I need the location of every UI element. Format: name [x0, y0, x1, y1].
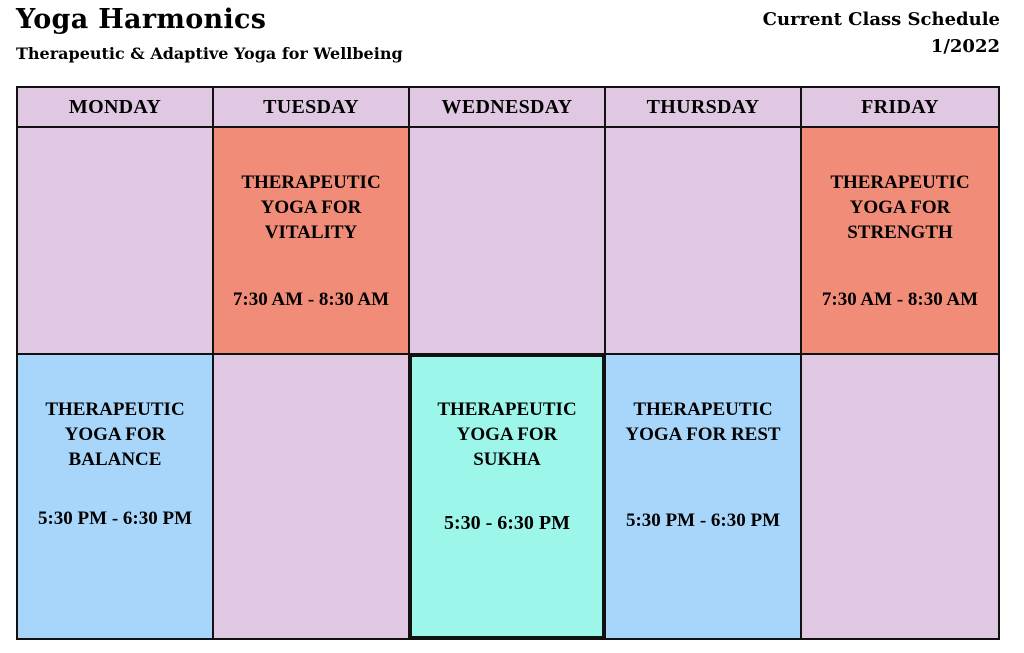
brand-subtitle: Therapeutic & Adaptive Yoga for Wellbeing — [16, 44, 403, 63]
class-wednesday-evening — [410, 355, 606, 638]
class-time: 7:30 AM - 8:30 AM — [821, 289, 979, 310]
class-name: THERAPEUTIC YOGA FOR VITALITY — [241, 172, 381, 243]
slot-tuesday-evening — [214, 355, 410, 638]
schedule-date: 1/2022 — [930, 36, 1000, 57]
class-time: 5:30 PM - 6:30 PM — [37, 508, 193, 529]
slot-wednesday-morning — [410, 128, 606, 355]
schedule-title: Current Class Schedule — [762, 9, 1000, 30]
slot-friday-evening — [802, 355, 998, 638]
class-name: THERAPEUTIC YOGA FOR STRENGTH — [830, 172, 970, 243]
class-thursday-evening — [606, 355, 802, 638]
class-time: 5:30 - 6:30 PM — [443, 512, 571, 534]
slot-monday-morning — [18, 128, 214, 355]
class-monday-evening — [18, 355, 214, 638]
schedule-heading — [763, 6, 1000, 60]
class-name: THERAPEUTIC YOGA FOR BALANCE — [45, 399, 185, 470]
day-header-thursday: THURSDAY — [606, 88, 802, 128]
class-time: 7:30 AM - 8:30 AM — [232, 289, 390, 310]
day-header-friday: FRIDAY — [802, 88, 998, 128]
day-header-wednesday: WEDNESDAY — [410, 88, 606, 128]
class-tuesday-morning — [214, 128, 410, 355]
class-time: 5:30 PM - 6:30 PM — [625, 510, 781, 531]
day-header-tuesday: TUESDAY — [214, 88, 410, 128]
schedule-grid — [16, 86, 1000, 640]
class-name: THERAPEUTIC YOGA FOR SUKHA — [437, 399, 577, 470]
class-friday-morning — [802, 128, 998, 355]
brand-title: Yoga Harmonics — [16, 4, 267, 35]
day-header-monday: MONDAY — [18, 88, 214, 128]
slot-thursday-morning — [606, 128, 802, 355]
class-name: THERAPEUTIC YOGA FOR REST — [625, 399, 781, 445]
